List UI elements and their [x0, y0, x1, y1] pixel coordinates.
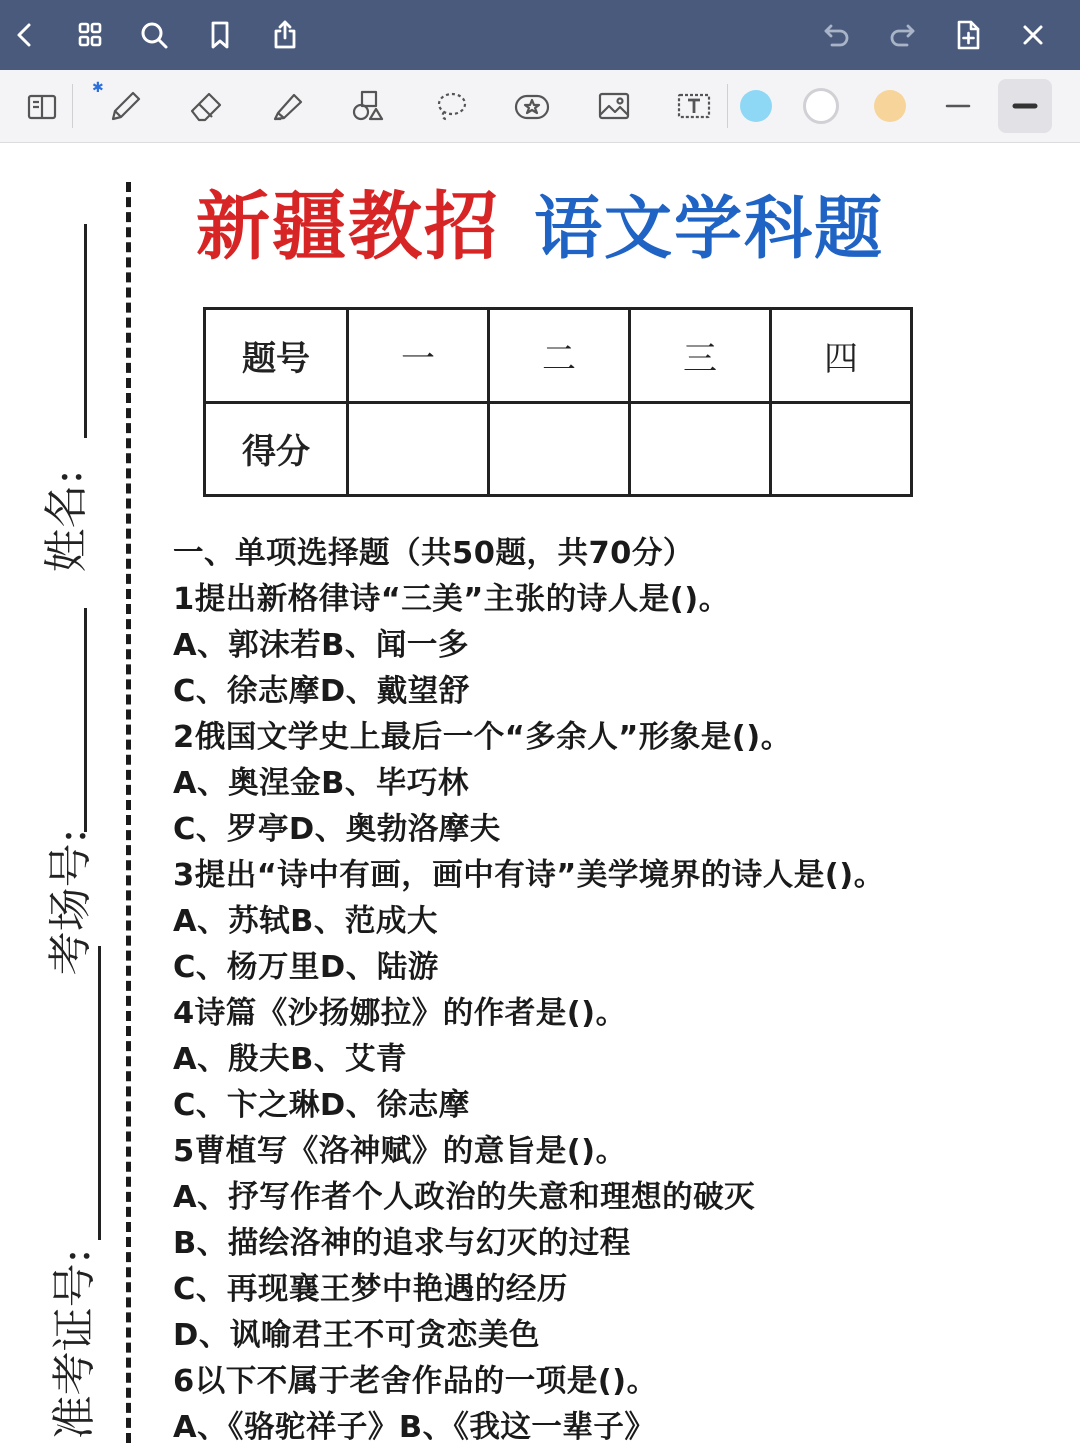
option-line: A、《骆驼祥子》B、《我这一辈子》 [173, 1410, 656, 1445]
score-table-cell: 三 [630, 309, 771, 403]
option-line: C、再现襄王梦中艳遇的经历 [173, 1272, 568, 1307]
stroke-thin-icon[interactable] [934, 82, 982, 130]
question-content [173, 531, 1053, 1451]
question-line: 6以下不属于老舍作品的一项是()。 [173, 1364, 658, 1399]
score-table-cell: 得分 [205, 402, 348, 496]
option-line: C、杨万里D、陆游 [173, 950, 439, 985]
score-table-cell: 四 [771, 309, 912, 403]
option-line: A、殷夫B、艾青 [173, 1042, 407, 1077]
question-line: 3提出“诗中有画，画中有诗”美学境界的诗人是()。 [173, 858, 885, 893]
stroke-thick-selected[interactable] [998, 79, 1052, 133]
option-line: A、抒写作者个人政治的失意和理想的破灭 [173, 1180, 756, 1215]
top-app-bar [0, 0, 1080, 70]
score-table-header-row [205, 309, 912, 403]
exam-room-label: 考场号: [45, 828, 96, 976]
sticker-tool-icon[interactable] [508, 82, 556, 130]
score-table-cell: 二 [489, 309, 630, 403]
score-table [203, 307, 913, 497]
color-swatch-light-blue[interactable] [740, 90, 772, 122]
lasso-tool-icon[interactable] [427, 82, 475, 130]
score-table-score-row [205, 402, 912, 496]
score-table-cell [771, 402, 912, 496]
add-page-icon[interactable] [947, 14, 989, 56]
option-line: A、苏轼B、范成大 [173, 904, 438, 939]
redo-icon[interactable] [881, 14, 923, 56]
ticket-number-label: 准考证号: [49, 1248, 100, 1440]
drawing-toolbar [0, 70, 1080, 143]
question-line: 1提出新格律诗“三美”主张的诗人是()。 [173, 582, 730, 617]
read-mode-icon[interactable] [18, 82, 66, 130]
bookmark-icon[interactable] [199, 14, 241, 56]
ticket-underline [98, 946, 101, 1240]
option-line: C、罗亭D、奥勃洛摩夫 [173, 812, 501, 847]
option-line: A、郭沫若B、闻一多 [173, 628, 469, 663]
share-icon[interactable] [264, 14, 306, 56]
toolbar-divider [72, 84, 73, 128]
toolbar-divider [727, 84, 728, 128]
exam-room-underline [84, 608, 87, 832]
bluetooth-icon: ✱ [92, 80, 104, 96]
score-table-cell [630, 402, 771, 496]
score-table-cell: 一 [348, 309, 489, 403]
highlighter-tool-icon[interactable] [264, 82, 312, 130]
text-tool-icon[interactable] [670, 82, 718, 130]
question-line: 4诗篇《沙扬娜拉》的作者是()。 [173, 996, 627, 1031]
shapes-tool-icon[interactable] [345, 82, 393, 130]
title-subject: 语文学科题 [533, 190, 884, 269]
question-line: 5曹植写《洛神赋》的意旨是()。 [173, 1134, 627, 1169]
option-line: B、描绘洛神的追求与幻灭的过程 [173, 1226, 631, 1261]
eraser-tool-icon[interactable] [182, 82, 230, 130]
back-chevron-icon[interactable] [4, 14, 46, 56]
option-line: C、卞之琳D、徐志摩 [173, 1088, 470, 1123]
section-heading: 一、单项选择题（共50题，共70分） [173, 536, 694, 571]
search-icon[interactable] [133, 14, 175, 56]
pen-tool-icon[interactable] [100, 82, 148, 130]
grid-view-icon[interactable] [69, 14, 111, 56]
document-title [0, 168, 1080, 274]
name-label: 姓名: [41, 469, 92, 573]
score-table-cell [489, 402, 630, 496]
title-region: 新疆教招 [195, 184, 500, 270]
image-tool-icon[interactable] [590, 82, 638, 130]
close-icon[interactable] [1012, 14, 1054, 56]
option-line: D、讽喻君王不可贪恋美色 [173, 1318, 540, 1353]
binding-dashed-line [126, 182, 131, 1443]
color-swatch-white-selected[interactable] [803, 88, 839, 124]
option-line: C、徐志摩D、戴望舒 [173, 674, 470, 709]
question-line: 2俄国文学史上最后一个“多余人”形象是()。 [173, 720, 792, 755]
score-table-cell: 题号 [205, 309, 348, 403]
undo-icon[interactable] [816, 14, 858, 56]
color-swatch-peach[interactable] [874, 90, 906, 122]
option-line: A、奥涅金B、毕巧林 [173, 766, 469, 801]
score-table-cell [348, 402, 489, 496]
